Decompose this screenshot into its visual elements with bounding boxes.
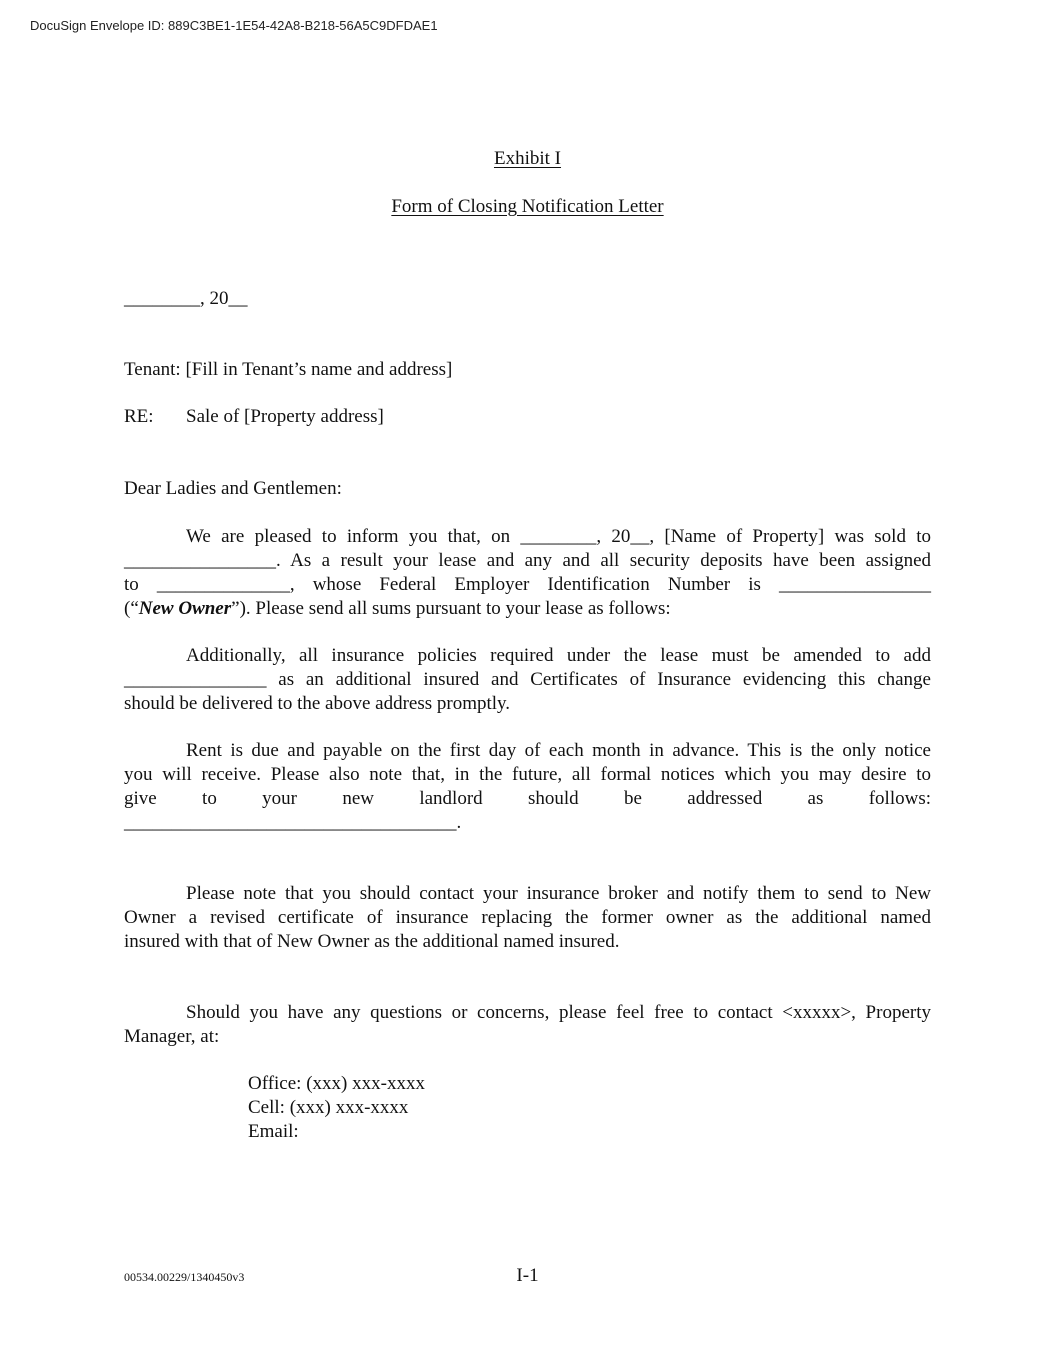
- contact-cell: Cell: (xxx) xxx-xxxx: [248, 1097, 409, 1118]
- p5-line-1: Should you have any questions or concerns, please feel free to contact <xxxxx>, Property: [186, 1002, 931, 1023]
- paragraph-rent: [124, 739, 931, 835]
- p5-line-2: Manager, at:: [124, 1026, 220, 1047]
- p1-line-4-pre: (“: [124, 598, 139, 619]
- p1-line-2: ________________. As a result your lease and any and all security deposits have been assigned: [124, 550, 931, 571]
- form-title-text: Form of Closing Notification Letter: [391, 196, 664, 217]
- re-label: RE:: [124, 406, 154, 427]
- p2-line-2: _______________ as an additional insured and Certificates of Insurance evidencing this change: [124, 669, 931, 690]
- p4-line-3: insured with that of New Owner as the additional named insured.: [124, 931, 620, 952]
- paragraph-questions: [124, 1001, 931, 1049]
- new-owner-term: New Owner: [138, 598, 232, 619]
- p3-line-3: give to your new landlord should be addressed as follows:: [124, 788, 931, 809]
- form-title: [0, 196, 1055, 218]
- p1-line-1: We are pleased to inform you that, on ________, 20__, [Name of Property] was sold to: [186, 526, 931, 547]
- re-text: Sale of [Property address]: [186, 406, 384, 427]
- contact-email: Email:: [248, 1121, 299, 1142]
- p1-line-4: [124, 597, 931, 621]
- p1-line-4-post: ”). Please send all sums pursuant to your lease as follows:: [231, 598, 671, 619]
- footer-page-number: I-1: [516, 1265, 539, 1286]
- p3-line-1: Rent is due and payable on the first day of each month in advance. This is the only notice: [186, 740, 931, 761]
- envelope-id: DocuSign Envelope ID: 889C3BE1-1E54-42A8-B218-56A5C9DFDAE1: [30, 18, 438, 33]
- paragraph-insurance: [124, 644, 931, 716]
- paragraph-sale-notice: [124, 525, 931, 621]
- contact-block: [248, 1072, 425, 1144]
- salutation: Dear Ladies and Gentlemen:: [124, 478, 342, 499]
- footer-doc-number: 00534.00229/1340450v3: [124, 1270, 245, 1284]
- p2-line-1: Additionally, all insurance policies required under the lease must be amended to add: [186, 645, 931, 666]
- p4-line-1: Please note that you should contact your insurance broker and notify them to send to New: [186, 883, 931, 904]
- p2-line-3: should be delivered to the above address promptly.: [124, 693, 511, 714]
- p4-line-2: Owner a revised certificate of insurance replacing the former owner as the additional named: [124, 907, 931, 928]
- paragraph-broker: [124, 882, 931, 954]
- contact-office: Office: (xxx) xxx-xxxx: [248, 1073, 425, 1094]
- p1-line-3: to ______________, whose Federal Employer Identification Number is ________________: [124, 574, 931, 595]
- tenant-line: Tenant: [Fill in Tenant’s name and address]: [124, 359, 453, 380]
- p3-line-2: you will receive. Please also note that, in the future, all formal notices which you may desire to: [124, 764, 931, 785]
- re-line: [124, 406, 384, 428]
- p3-line-4: ___________________________________.: [124, 812, 462, 833]
- exhibit-title: [0, 148, 1055, 170]
- date-line: ________, 20__: [124, 288, 248, 309]
- exhibit-title-text: Exhibit I: [493, 148, 562, 169]
